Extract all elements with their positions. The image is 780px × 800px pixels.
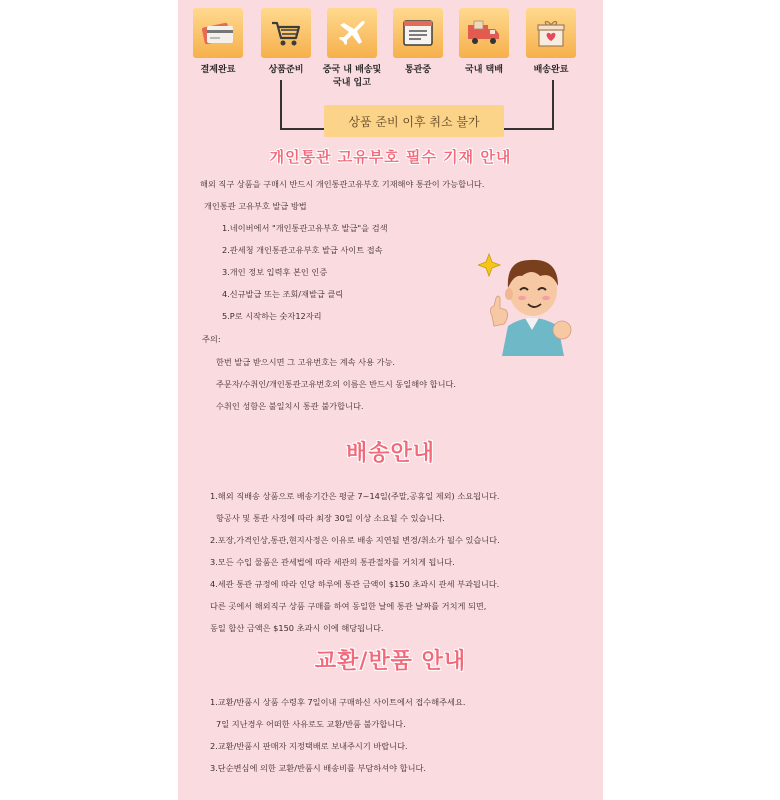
customs-note: 한번 발급 받으시면 그 고유번호는 계속 사용 가능. xyxy=(216,357,396,367)
document-icon xyxy=(393,8,443,58)
truck-icon xyxy=(459,8,509,58)
customs-note: 수취인 성함은 불일치시 통관 불가합니다. xyxy=(216,401,364,411)
exchange-title: 교환/반품 안내 xyxy=(314,649,467,674)
step-label: 배송완료 xyxy=(533,65,569,75)
shipping-item: 1.해외 직배송 상품으로 배송기간은 평균 7~14일(주말,공휴일 제외) 소요됩니다. xyxy=(210,491,500,501)
customs-note: 주문자/수취인/개인통관고유번호의 이름은 반드시 동일해야 합니다. xyxy=(216,379,456,389)
exchange-item: 3.단순변심에 의한 교환/반품시 배송비를 부담하셔야 합니다. xyxy=(210,763,427,773)
customs-step: 3.개인 정보 입력후 본인 인증 xyxy=(222,267,328,277)
info-panel xyxy=(178,0,603,800)
shipping-item: 항공사 및 통관 사정에 따라 최장 30일 이상 소요될 수 있습니다. xyxy=(216,513,445,523)
exchange-item: 1.교환/반품시 상품 수령후 7일이내 구매하신 사이트에서 접수해주세요. xyxy=(210,697,466,707)
exchange-item: 2.교환/반품시 판매자 지정택배로 보내주시기 바랍니다. xyxy=(210,741,408,751)
shipping-item: 다른 곳에서 해외직구 상품 구매를 하여 동일한 날에 통관 날짜를 거치게 되면, xyxy=(210,601,487,611)
customs-step: 4.신규발급 또는 조회/재발급 클릭 xyxy=(222,289,344,299)
exchange-item: 7일 지난경우 어떠한 사유로도 교환/반품 불가합니다. xyxy=(216,719,406,729)
step-china-shipping xyxy=(324,8,380,90)
card-icon xyxy=(193,8,243,58)
step-delivered xyxy=(523,8,579,77)
customs-method-title: 개인통관 고유부호 발급 방법 xyxy=(204,201,307,211)
shipping-item: 동일 합산 금액은 $150 초과시 이에 해당됩니다. xyxy=(210,623,384,633)
gift-icon xyxy=(526,8,576,58)
cancel-notice: 상품 준비 이후 취소 불가 xyxy=(324,105,504,137)
shipping-title: 배송안내 xyxy=(345,441,435,466)
bracket-line-right xyxy=(504,80,554,130)
thumbs-up-character-icon xyxy=(478,246,578,356)
shipping-item: 2.포장,가격인상,통관,현지사정은 이유로 배송 지연될 변경/취소가 될수 있습니다. xyxy=(210,535,500,545)
step-payment xyxy=(190,8,246,77)
customs-step: 1.네이버에서 "개인통관고유부호 발급"을 검색 xyxy=(222,223,388,233)
step-label: 통관중 xyxy=(404,65,432,75)
bracket-line-left xyxy=(280,80,328,130)
step-preparing xyxy=(258,8,314,77)
step-label: 결제완료 xyxy=(200,65,236,75)
airplane-icon xyxy=(327,8,377,58)
step-label: 상품준비 xyxy=(268,65,304,75)
step-label: 국내 택배 xyxy=(465,65,503,75)
step-domestic-delivery xyxy=(456,8,512,77)
shipping-item: 3.모든 수입 물품은 관세법에 따라 세관의 통관절차를 거치게 됩니다. xyxy=(210,557,455,567)
step-customs xyxy=(390,8,446,77)
customs-intro: 해외 직구 상품을 구매시 반드시 개인통관고유부호 기재해야 통관이 가능합니다. xyxy=(200,179,485,189)
shipping-item: 4.세관 통관 규정에 따라 인당 하루에 통관 금액이 $150 초과시 관세 부과됩니다. xyxy=(210,579,500,589)
step-label: 중국 내 배송및 국내 입고 xyxy=(322,65,382,88)
customs-step: 2.관세청 개인통관고유부호 발급 사이트 접속 xyxy=(222,245,383,255)
customs-step: 5.P로 시작하는 숫자12자리 xyxy=(222,311,322,321)
customs-note-title: 주의: xyxy=(202,334,221,344)
customs-title: 개인통관 고유부호 필수 기재 안내 xyxy=(269,148,512,166)
cart-icon xyxy=(261,8,311,58)
